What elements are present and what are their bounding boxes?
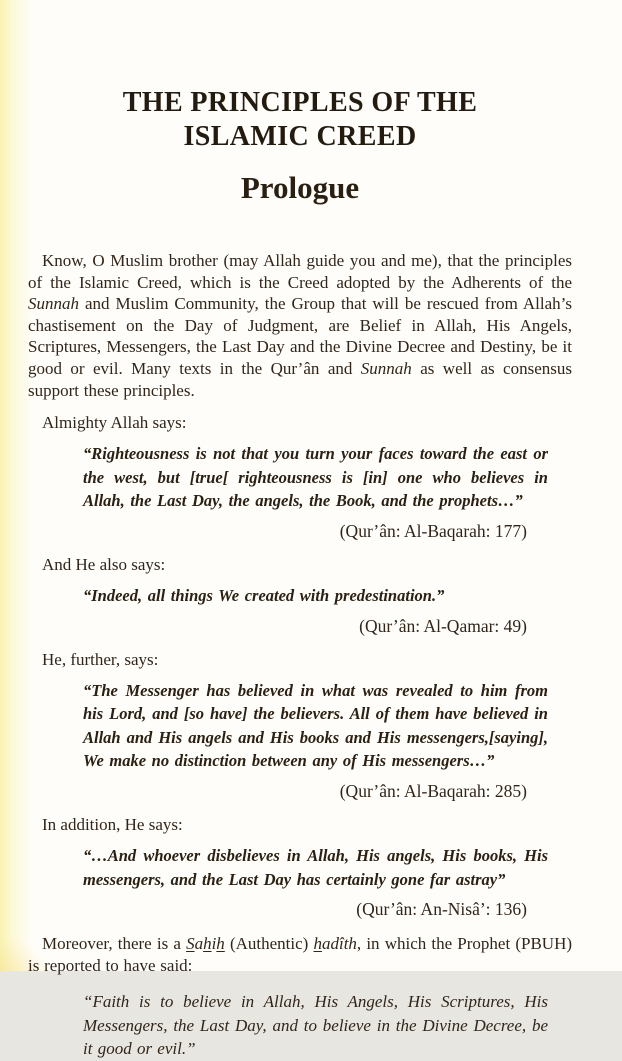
book-title-line-2: ISLAMIC CREED	[183, 121, 417, 152]
quote-citation-1: (Qur’ân: Al-Baqarah: 177)	[339, 520, 527, 541]
hadith-intro-paragraph	[28, 933, 572, 976]
quran-quote-3: “The Messenger has believed in what was revealed to him from his Lord, and [so have] the believers. All of them have believed in Allah and His angels and His books and His messengers,[saying], We make no distinction between any of His messengers…”	[83, 680, 548, 771]
prologue-heading: Prologue	[240, 170, 360, 205]
text-run: (Authentic)	[224, 934, 314, 954]
text-run: Moreover, there is a	[42, 934, 187, 954]
quote-citation-3: (Qur’ân: Al-Baqarah: 285)	[339, 780, 527, 801]
content-blocks	[28, 250, 572, 1061]
text-run: , in which the Prophet (PBUH) is reported to have said:	[28, 934, 573, 975]
text-run: as well as consensus support these principles.	[28, 358, 572, 400]
text-run: S	[186, 934, 195, 954]
text-run: adîth	[321, 934, 357, 954]
says-label-2: And He also says:	[42, 554, 166, 574]
says-label-4: In addition, He says:	[42, 814, 183, 834]
quote-citation-4: (Qur’ân: An-Nisâ’: 136)	[356, 899, 527, 920]
text-run: i	[211, 934, 217, 954]
text-run: and Muslim Community, the Group that will be rescued from Allah’s chastisement on the Day of Judgment, are Belief in Allah, His Angels, Scriptures, Messengers, the Last Day and the Divine Decree and Destiny, be it good or evil. Many texts in the Qur’ân and	[28, 294, 572, 378]
intro-paragraph	[28, 250, 572, 401]
quote-citation-2: (Qur’ân: Al-Qamar: 49)	[359, 615, 527, 636]
text-run: Sunnah	[360, 358, 412, 378]
hadith-quote: “Faith is to believe in Allah, His Angels, His Scriptures, His Messengers, the Last Day, and to believe in the Divine Decree, be it good or evil.”	[83, 992, 548, 1059]
book-title	[28, 86, 572, 154]
says-label-3: He, further, says:	[42, 649, 159, 669]
quran-quote-1: “Righteousness is not that you turn your faces toward the east or the west, but [true[ righteousness is [in] one who believes in Allah, the Last Day, the angels, the Book, and the prophets…”	[83, 444, 548, 511]
text-run: a	[194, 934, 204, 954]
says-label-1: Almighty Allah says:	[42, 413, 187, 433]
quran-quote-4: “…And whoever disbelieves in Allah, His angels, His books, His messengers, and the Last Day has certainly gone far astray”	[83, 845, 548, 889]
text-run: h	[203, 934, 212, 954]
text-run: Sunnah	[28, 294, 79, 314]
book-title-line-1: THE PRINCIPLES OF THE	[122, 87, 478, 118]
quran-quote-2: “Indeed, all things We created with predestination.”	[83, 585, 445, 605]
text-run: h	[216, 934, 225, 954]
text-run: Know, O Muslim brother (may Allah guide you and me), that the principles of the Islamic Creed, which is the Creed adopted by the Adherents of the	[28, 251, 572, 292]
text-run: h	[313, 934, 322, 954]
